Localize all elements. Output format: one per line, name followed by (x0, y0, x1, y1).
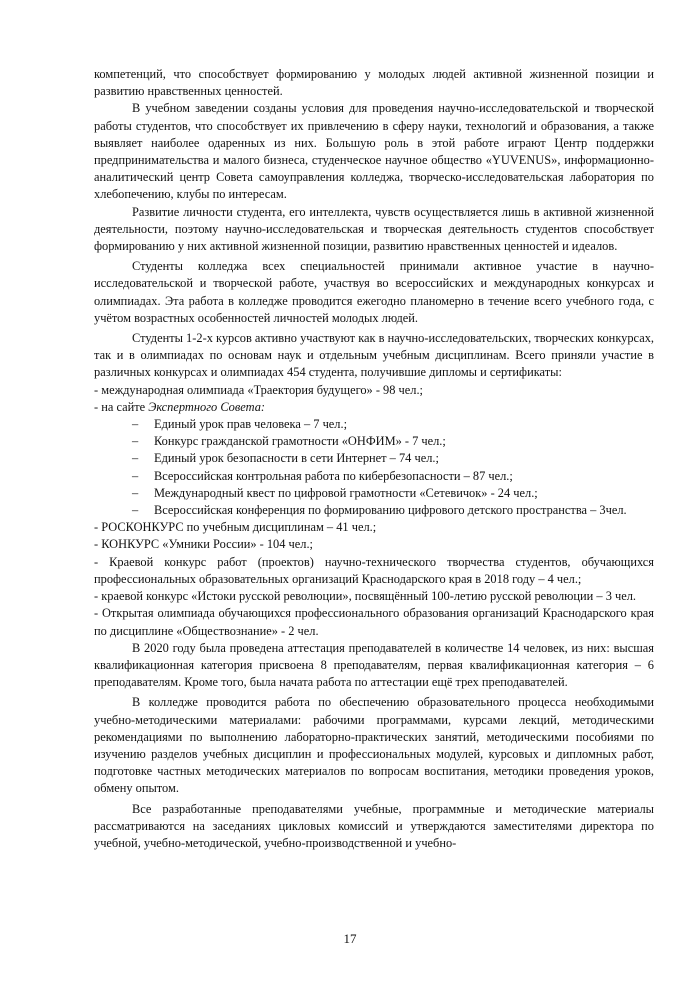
item-expert-council (94, 399, 654, 416)
dash-marker: – (132, 485, 139, 500)
paragraph-personality-development: Развитие личности студента, его интеллекта, чувств осуществляется лишь в активной жизненной деятельности, поэтому научно-исследовательская и творческая деятельность студентов способствует формированию у них активной жизненной позиции, развитию нравственных ценностей и идеалов. (94, 204, 654, 254)
dash-marker: – (132, 468, 139, 483)
expert-council-prefix: - на сайте (94, 399, 149, 414)
item-rosconcurs: - РОСКОНКУРС по учебным дисциплинам – 41 чел.; (94, 520, 377, 535)
list-item-text: Всероссийская контрольная работа по кибербезопасности – 87 чел.; (154, 468, 513, 483)
paragraph-olympiads-summary: Студенты 1-2-х курсов активно участвуют как в научно-исследовательских, творческих конкурсах, так и в олимпиадах по основам наук и отдельным учебным дисциплинам. Всего приняли участие в различных конкурсах и олимпиадах 454 студента, получившие дипломы и сертификаты: (94, 331, 654, 380)
expert-council-list (94, 416, 654, 519)
list-item (132, 450, 654, 467)
item-umniki-rossii: - КОНКУРС «Умники России» - 104 чел.; (94, 537, 314, 552)
list-item-text: Конкурс гражданской грамотности «ОНФИМ» - 7 чел.; (154, 434, 446, 449)
list-item (132, 485, 654, 502)
list-item (132, 468, 654, 485)
dash-marker: – (132, 451, 139, 466)
list-item (132, 416, 654, 433)
paragraph-student-participation: Студенты колледжа всех специальностей принимали активное участие в научно-исследовательской и творческой работе, участвуя во всероссийских и международных конкурсах и олимпиадах. Эта работа в колледже проводится ежегодно планомерно в течение всего учебного года, с учётом возрастных особенностей личностей молодых людей. (94, 259, 654, 325)
dash-marker: – (132, 417, 139, 432)
item-olympiad-trajectory: - международная олимпиада «Траектория будущего» - 98 чел.; (94, 382, 423, 397)
dash-marker: – (132, 503, 139, 518)
paragraph-methodical-support: В колледже проводится работа по обеспечению образовательного процесса необходимыми учебно-методическими материалами: рабочими программами, курсами лекций, методическими рекомендациями по выполнению лабораторно-практических занятий, методическими пособиями по изучению разделов учебных дисциплин и профессиональных модулей, курсовых и дипломных работ, подготовке частных методических материалов по вопросам воспитания, методики проведения уроков, обмену опытом. (94, 695, 654, 796)
paragraph-competencies: компетенций, что способствует формированию у молодых людей активной жизненной позиции и развитию нравственных ценностей. (94, 67, 654, 99)
list-item (132, 502, 654, 519)
list-item (132, 433, 654, 450)
paragraph-materials-review: Все разработанные преподавателями учебные, программные и методические материалы рассматриваются на заседаниях цикловых комиссий и утверждаются заместителями директора по учебной, учебно-методической, учебно-производственной и учебно- (94, 801, 654, 850)
paragraph-teacher-attestation: В 2020 году была проведена аттестация преподавателей в количестве 14 человек, из них: высшая квалификационная категория присвоена 8 преподавателям, первая квалификационная категория – 6 преподавателям. Кроме того, была начата работа по аттестации ещё трех преподавателей. (94, 640, 654, 690)
item-social-studies-olympiad: - Открытая олимпиада обучающихся профессионального образования организаций Краснодарского края по дисциплине «Обществознание» - 2 чел. (94, 606, 654, 638)
paragraph-research-conditions: В учебном заведении созданы условия для проведения научно-исследовательской и творческой работы студентов, что способствует их привлечению в сферу науки, технологий и образования, а также выявляет наиболее одаренных из них. Большую роль в этой работе играют Центр поддержки предпринимательства и малого бизнеса, студенческое научное общество «YUVENUS», информационно-аналитический центр Совета самоуправления колледжа, творческо-исследовательская лаборатория по хлебопечению, клубы по интересам. (94, 101, 654, 202)
dash-marker: – (132, 434, 139, 449)
list-item-text: Всероссийская конференция по формированию цифрового детского пространства – 3чел. (154, 503, 627, 518)
item-regional-project-contest: - Краевой конкурс работ (проектов) научно-технического творчества студентов, обучающихся профессиональных образовательных организаций Краснодарского края в 2018 году – 4 чел.; (94, 554, 654, 586)
item-russian-revolution-contest: - краевой конкурс «Истоки русской революции», посвящённый 100-летию русской революции – 3 чел. (94, 589, 637, 604)
expert-council-name: Экспертного Совета: (148, 399, 266, 414)
list-item-text: Международный квест по цифровой грамотности «Сетевичок» - 24 чел.; (154, 485, 538, 500)
page-number: 17 (343, 931, 357, 946)
document-page (94, 66, 654, 852)
list-item-text: Единый урок безопасности в сети Интернет – 74 чел.; (154, 451, 439, 466)
list-item-text: Единый урок прав человека – 7 чел.; (154, 417, 348, 432)
